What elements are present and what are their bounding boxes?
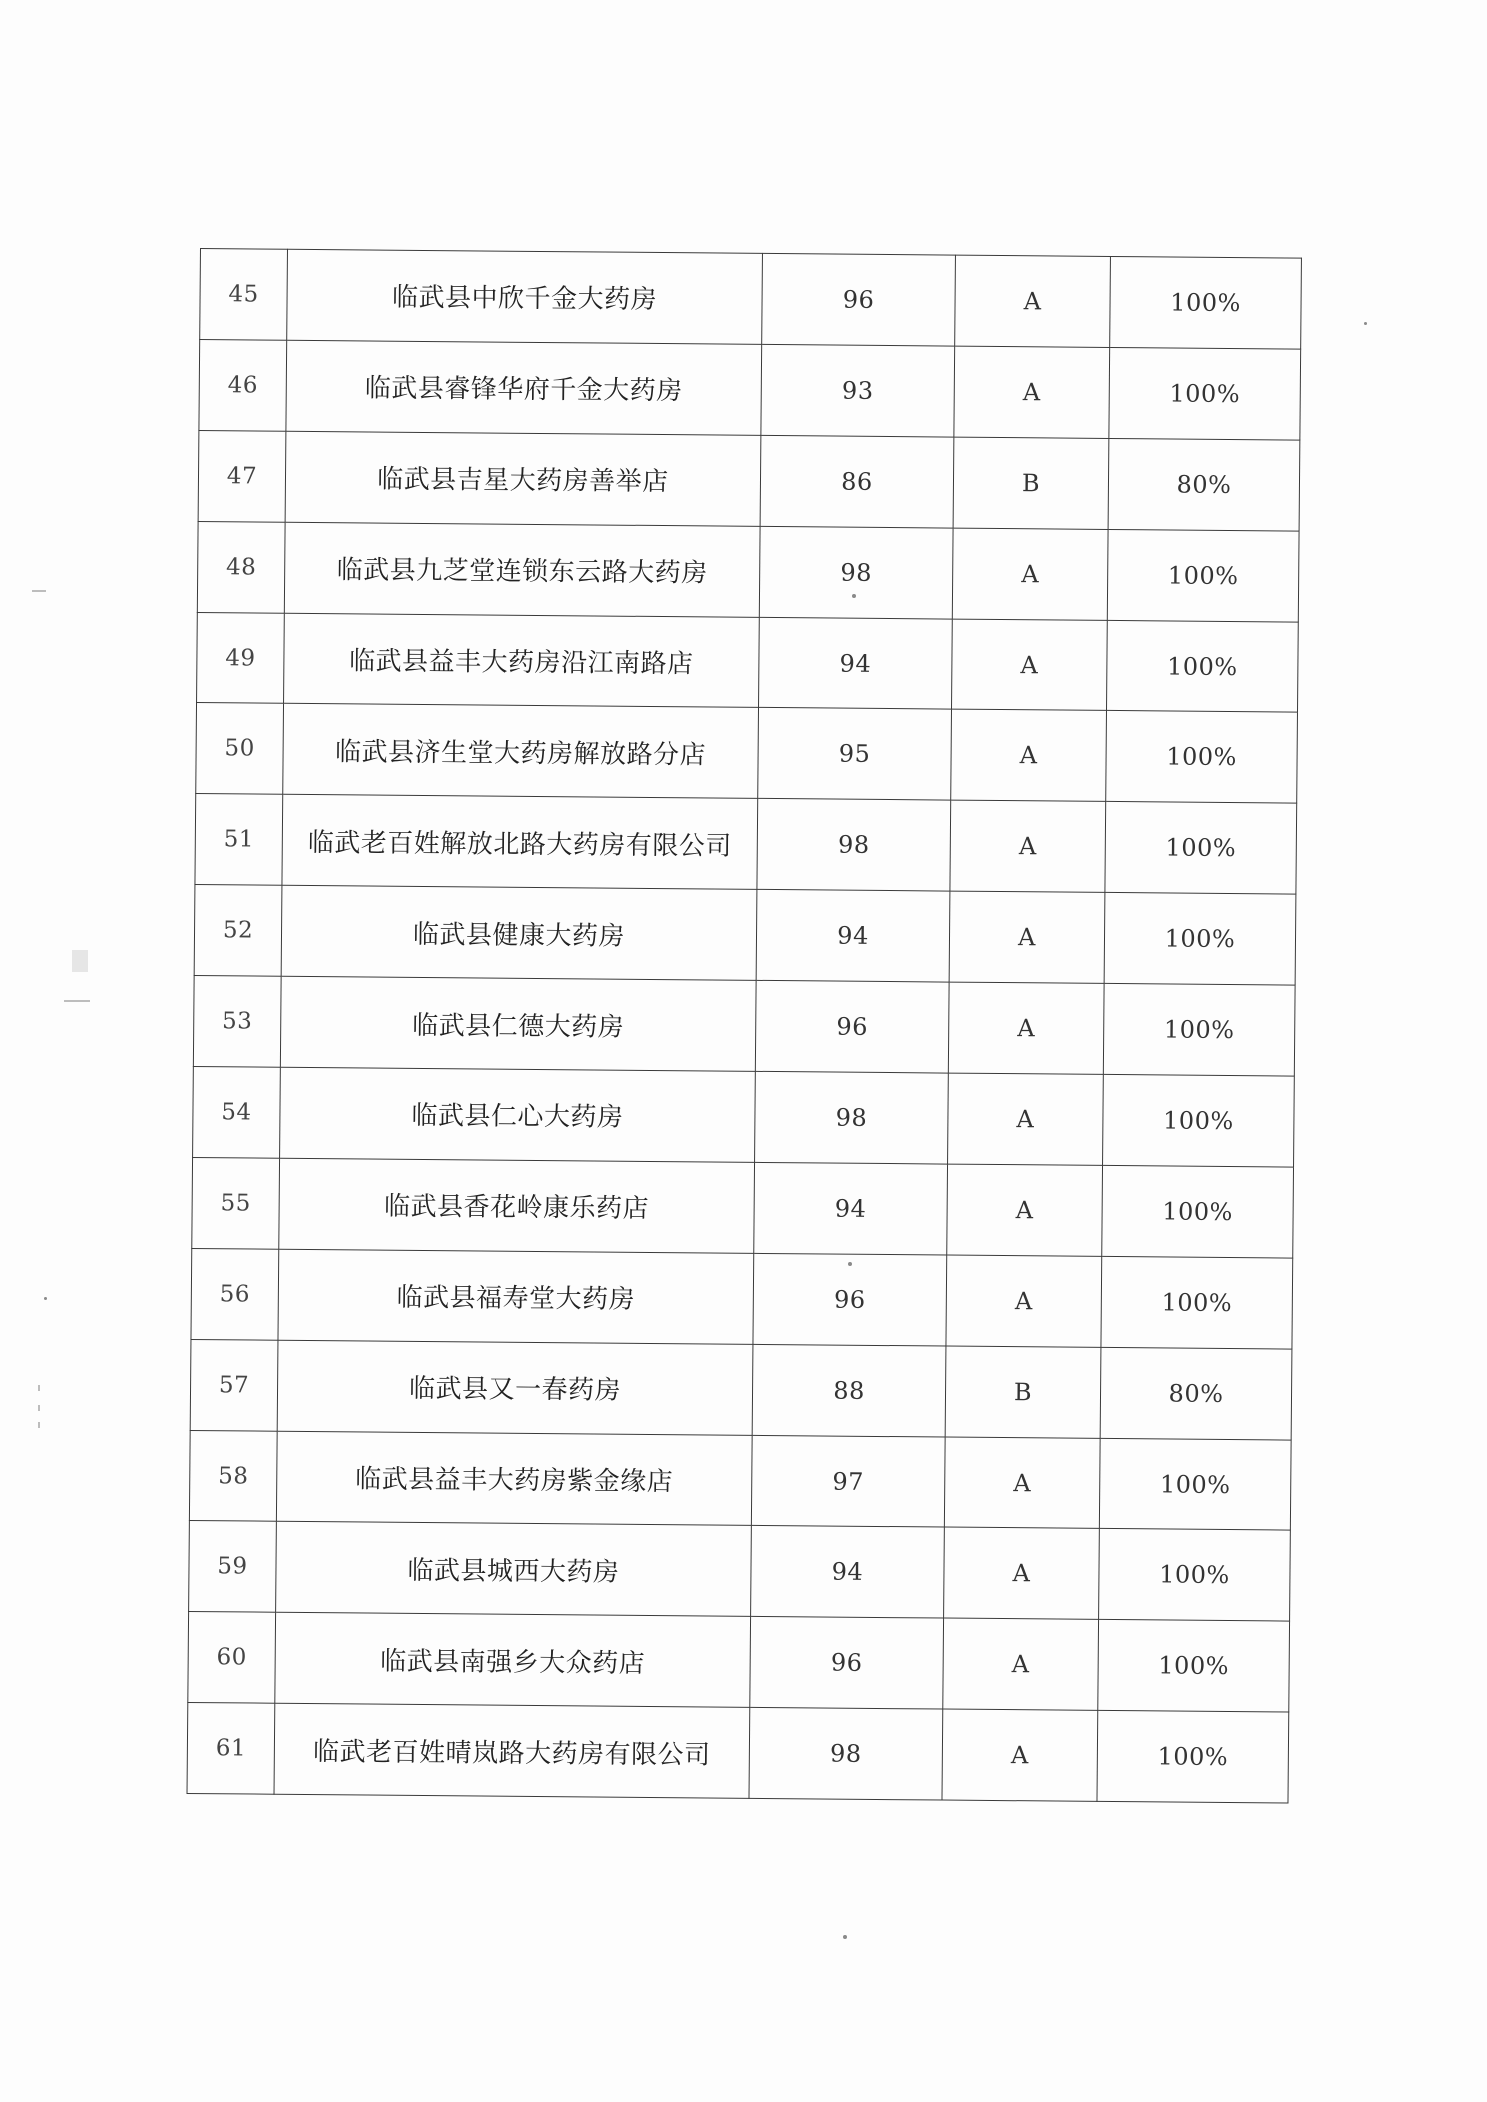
table-row — [197, 612, 1299, 712]
score: 98 — [749, 1708, 943, 1801]
row-number: 60 — [188, 1612, 276, 1704]
scan-speck — [44, 1297, 47, 1300]
pharmacy-name: 临武老百姓解放北路大药房有限公司 — [282, 795, 758, 890]
scan-mark — [38, 1385, 40, 1391]
rate: 80% — [1108, 438, 1300, 531]
pharmacy-name: 临武县仁德大药房 — [280, 976, 756, 1071]
table-row — [197, 521, 1299, 621]
rate: 100% — [1106, 711, 1298, 804]
row-number: 53 — [193, 976, 281, 1068]
row-number: 47 — [198, 430, 286, 522]
grade: A — [954, 346, 1110, 438]
rate: 100% — [1099, 1438, 1291, 1531]
score: 94 — [756, 890, 950, 983]
pharmacy-name: 临武县九芝堂连锁东云路大药房 — [284, 522, 760, 617]
rate: 100% — [1098, 1620, 1290, 1713]
grade: A — [942, 1709, 1098, 1801]
row-number: 59 — [189, 1521, 277, 1613]
grade: A — [946, 1255, 1102, 1347]
grade: A — [952, 619, 1108, 711]
scan-speck — [852, 594, 856, 598]
pharmacy-name: 临武县香花岭康乐药店 — [279, 1158, 755, 1253]
rate: 100% — [1110, 256, 1302, 349]
table-row — [193, 976, 1295, 1076]
table-row — [198, 430, 1300, 530]
rate: 100% — [1107, 529, 1299, 622]
pharmacy-name: 临武县济生堂大药房解放路分店 — [283, 704, 759, 799]
scan-speck — [848, 1262, 852, 1266]
grade: A — [944, 1437, 1100, 1529]
pharmacy-name: 临武县仁心大药房 — [280, 1067, 756, 1162]
score: 98 — [759, 526, 953, 619]
row-number: 56 — [191, 1248, 279, 1340]
pharmacy-name: 临武县南强乡大众药店 — [275, 1613, 751, 1708]
row-number: 58 — [189, 1430, 277, 1522]
pharmacy-name: 临武县健康大药房 — [281, 885, 757, 980]
score: 97 — [751, 1435, 945, 1528]
rate: 100% — [1103, 1074, 1295, 1167]
rate: 100% — [1106, 620, 1298, 713]
pharmacy-name: 临武县又一春药房 — [277, 1340, 753, 1435]
rate: 100% — [1109, 347, 1301, 440]
scan-mark — [32, 590, 46, 592]
pharmacy-score-table — [187, 248, 1302, 1804]
table-row — [189, 1521, 1291, 1621]
table-row — [193, 1066, 1295, 1166]
score: 94 — [754, 1162, 948, 1255]
row-number: 54 — [193, 1066, 281, 1158]
pharmacy-name: 临武县吉星大药房善举店 — [285, 431, 761, 526]
row-number: 51 — [195, 794, 283, 886]
table-row — [199, 339, 1301, 439]
rate: 80% — [1100, 1347, 1292, 1440]
score: 94 — [759, 617, 953, 710]
grade: A — [950, 800, 1106, 892]
row-number: 61 — [187, 1703, 275, 1795]
grade: B — [953, 437, 1109, 529]
rate: 100% — [1097, 1711, 1289, 1804]
row-number: 50 — [196, 703, 284, 795]
pharmacy-name: 临武县睿锋华府千金大药房 — [286, 340, 762, 435]
pharmacy-name: 临武县益丰大药房沿江南路店 — [284, 613, 760, 708]
scan-mark — [72, 950, 88, 972]
score: 94 — [751, 1526, 945, 1619]
rate: 100% — [1104, 893, 1296, 986]
table-row — [188, 1612, 1290, 1712]
row-number: 49 — [197, 612, 285, 704]
table-row — [192, 1157, 1294, 1257]
grade: A — [948, 1073, 1104, 1165]
grade: A — [952, 528, 1108, 620]
score: 96 — [753, 1253, 947, 1346]
row-number: 52 — [194, 885, 282, 977]
table-row — [189, 1430, 1291, 1530]
row-number: 48 — [197, 521, 285, 613]
scan-speck — [843, 1935, 847, 1939]
grade: A — [955, 255, 1111, 347]
score: 96 — [755, 981, 949, 1074]
scan-speck — [1364, 322, 1367, 325]
score: 86 — [760, 435, 954, 528]
score: 95 — [758, 708, 952, 801]
rate: 100% — [1103, 984, 1295, 1077]
table-row — [190, 1339, 1292, 1439]
grade: A — [944, 1528, 1100, 1620]
scan-mark — [38, 1405, 40, 1411]
row-number: 57 — [190, 1339, 278, 1431]
grade: A — [947, 1164, 1103, 1256]
grade: A — [949, 891, 1105, 983]
rate: 100% — [1105, 802, 1297, 895]
pharmacy-name: 临武县城西大药房 — [276, 1522, 752, 1617]
table-row — [194, 885, 1296, 985]
pharmacy-name: 临武县益丰大药房紫金缘店 — [276, 1431, 752, 1526]
grade: B — [945, 1346, 1101, 1438]
table-row — [195, 794, 1297, 894]
table-row — [187, 1703, 1289, 1803]
rate: 100% — [1102, 1165, 1294, 1258]
row-number: 45 — [200, 249, 288, 341]
scan-mark — [64, 1000, 90, 1002]
grade: A — [951, 710, 1107, 802]
score: 93 — [761, 344, 955, 437]
row-number: 55 — [192, 1157, 280, 1249]
score: 98 — [755, 1071, 949, 1164]
rate: 100% — [1099, 1529, 1291, 1622]
pharmacy-name: 临武老百姓晴岚路大药房有限公司 — [274, 1703, 750, 1798]
table-row — [196, 703, 1298, 803]
table-row — [200, 249, 1302, 349]
grade: A — [943, 1618, 1099, 1710]
pharmacy-name: 临武县中欣千金大药房 — [287, 249, 763, 344]
table-body — [187, 249, 1301, 1804]
grade: A — [948, 982, 1104, 1074]
score: 98 — [757, 799, 951, 892]
pharmacy-name: 临武县福寿堂大药房 — [278, 1249, 754, 1344]
score: 96 — [750, 1617, 944, 1710]
table-row — [191, 1248, 1293, 1348]
score: 96 — [762, 253, 956, 346]
rate: 100% — [1101, 1256, 1293, 1349]
row-number: 46 — [199, 339, 287, 431]
scan-mark — [38, 1422, 40, 1428]
score: 88 — [752, 1344, 946, 1437]
